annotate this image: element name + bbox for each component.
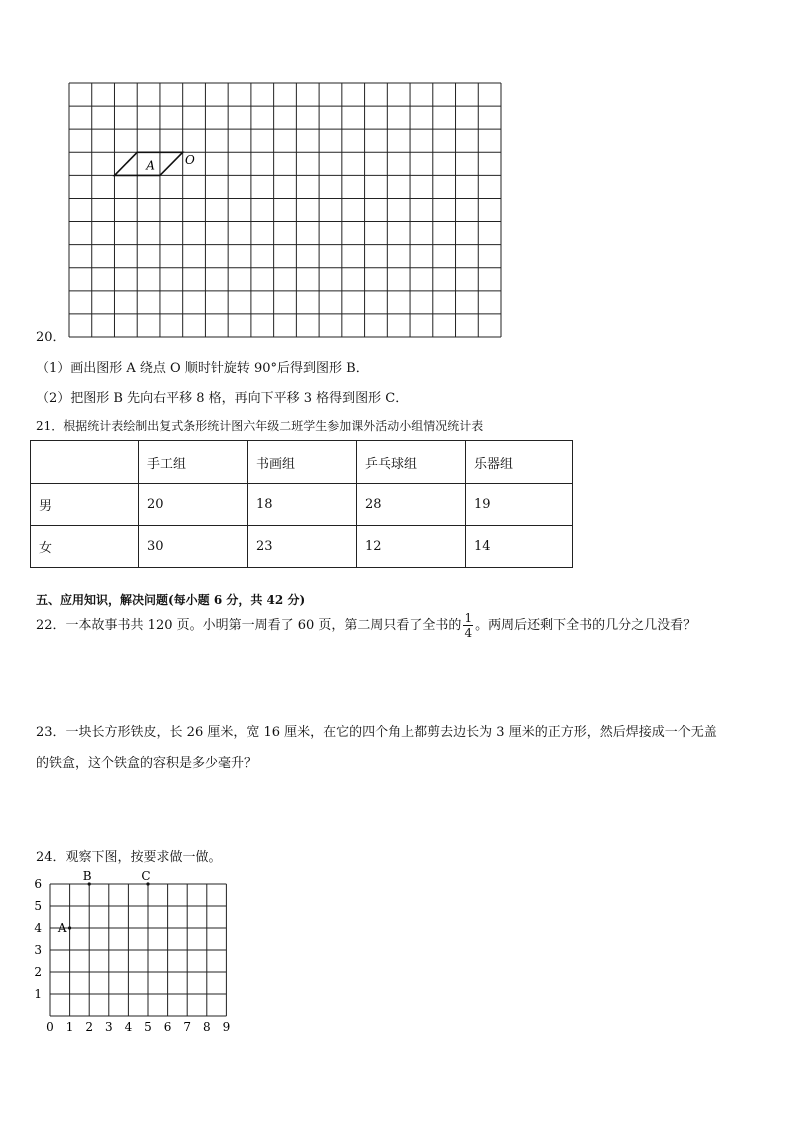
q20-part1: （1）画出图形 A 绕点 O 顺时针旋转 90°后得到图形 B．: [36, 361, 369, 376]
table-header-cell: 乒乓球组: [357, 441, 466, 484]
y-tick-label: 1: [34, 987, 42, 1001]
x-tick-label: 8: [202, 1020, 211, 1034]
q24-text: 24．观察下图，按要求做一做。: [36, 850, 222, 865]
y-tick-label: 2: [34, 965, 42, 979]
point-a-label: A: [57, 921, 67, 935]
table-cell: 30: [139, 526, 248, 568]
q22-text: [36, 611, 696, 640]
q24-coordinate-grid: [30, 866, 240, 1036]
q22-after: 。两周后还剩下全书的几分之几没看？: [475, 618, 697, 633]
fraction-denominator: 4: [464, 626, 473, 640]
y-tick-label: 6: [34, 877, 42, 891]
q21-stats-table: [30, 440, 573, 568]
point-a-dot: [68, 926, 71, 929]
table-cell: 女: [31, 526, 139, 568]
x-tick-label: 6: [163, 1020, 172, 1034]
q22-before: 22．一本故事书共 120 页。小明第一周看了 60 页，第二周只看了全书的: [36, 618, 462, 633]
q20-rotation-grid: [68, 82, 502, 338]
y-tick-label: 3: [34, 943, 42, 957]
q20-part2: （2）把图形 B 先向右平移 8 格，再向下平移 3 格得到图形 C．: [36, 391, 409, 406]
q20-number: 20．: [36, 330, 66, 345]
table-cell: 18: [248, 484, 357, 526]
table-cell: 19: [466, 484, 573, 526]
y-tick-label: 5: [34, 899, 42, 913]
table-cell: 12: [357, 526, 466, 568]
table-cell: 28: [357, 484, 466, 526]
section5-title: 五、应用知识，解决问题(每小题 6 分，共 42 分): [36, 593, 306, 607]
fraction-numerator: 1: [464, 611, 473, 625]
x-tick-label: 7: [183, 1020, 192, 1034]
table-header-cell: [31, 441, 139, 484]
x-tick-label: 4: [124, 1020, 133, 1034]
figure-a-label: A: [146, 158, 155, 173]
table-row: [31, 484, 573, 526]
table-header-row: [31, 441, 573, 484]
x-tick-label: 1: [65, 1020, 74, 1034]
q23-line1: 23．一块长方形铁皮，长 26 厘米，宽 16 厘米，在它的四个角上都剪去边长为 3 厘米的正方形，然后焊接成一个无盖: [36, 725, 717, 740]
table-cell: 20: [139, 484, 248, 526]
x-tick-label: 2: [85, 1020, 94, 1034]
x-tick-label: 0: [46, 1020, 54, 1034]
point-b-label: B: [82, 869, 92, 883]
q21-text: 21．根据统计表绘制出复式条形统计图六年级二班学生参加课外活动小组情况统计表: [36, 419, 484, 433]
y-tick-label: 4: [34, 921, 42, 935]
point-c-label: C: [141, 869, 151, 883]
q23-line2: 的铁盒，这个铁盒的容积是多少毫升？: [36, 756, 258, 771]
table-header-cell: 乐器组: [466, 441, 573, 484]
q22-fraction: [463, 611, 473, 640]
table-header-cell: 书画组: [248, 441, 357, 484]
table-cell: 男: [31, 484, 139, 526]
table-header-cell: 手工组: [139, 441, 248, 484]
x-tick-label: 5: [144, 1020, 152, 1034]
point-o-label: O: [184, 152, 195, 167]
table-row: [31, 526, 573, 568]
x-tick-label: 3: [104, 1020, 113, 1034]
x-tick-label: 9: [222, 1020, 231, 1034]
table-cell: 14: [466, 526, 573, 568]
table-cell: 23: [248, 526, 357, 568]
